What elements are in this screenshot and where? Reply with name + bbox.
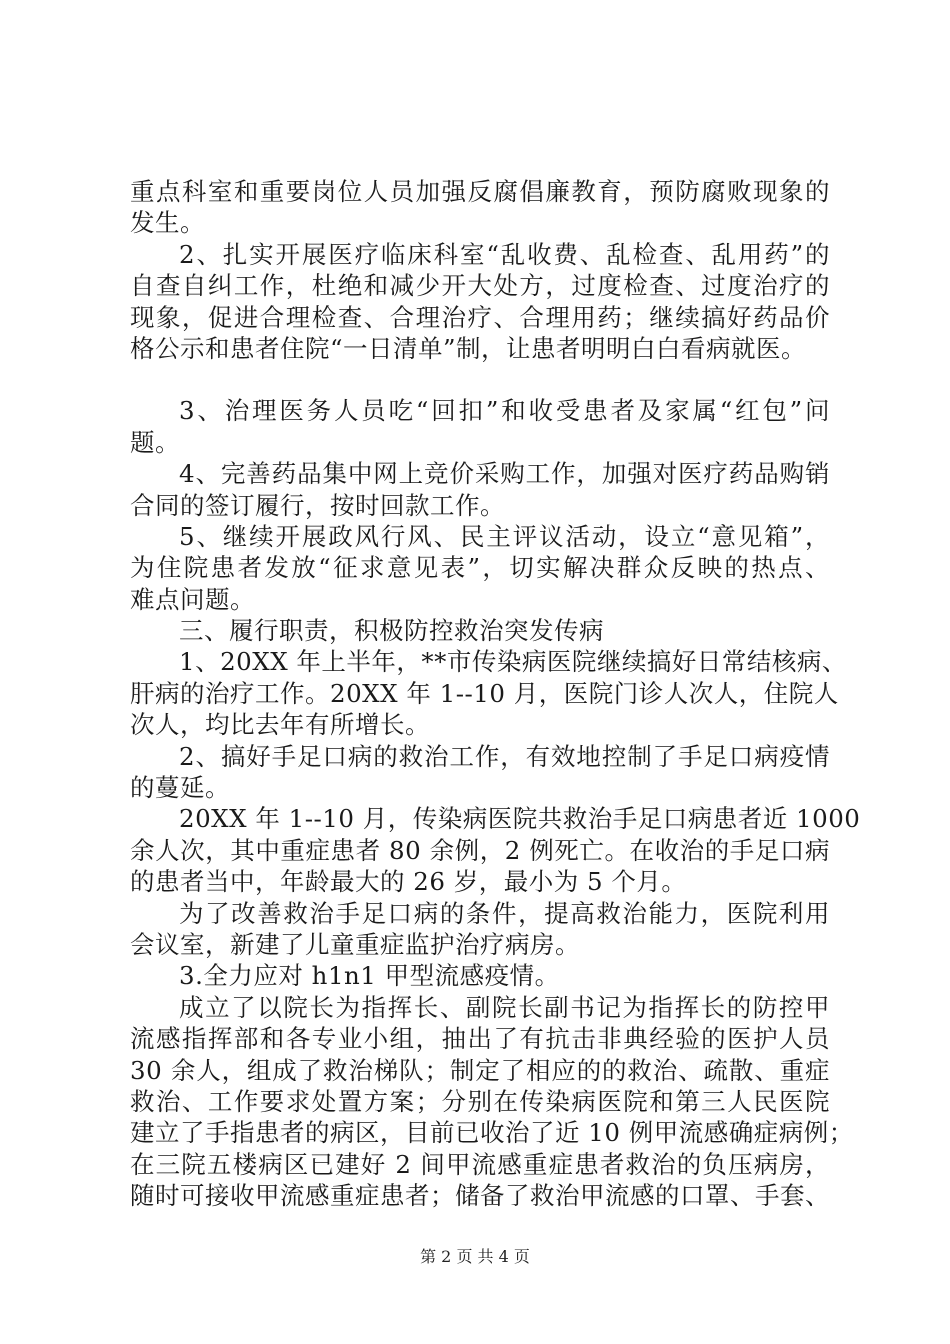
text-line: 会议室，新建了儿童重症监护治疗病房。: [130, 929, 580, 959]
text-line: 格公示和患者住院“一日清单”制，让患者明明白白看病就医。: [130, 333, 807, 363]
text-line: 救治、工作要求处置方案；分别在传染病医院和第三人民医院: [130, 1086, 830, 1116]
text-line: 流感指挥部和各专业小组，抽出了有抗击非典经验的医护人员: [130, 1024, 830, 1054]
text-line: 随时可接收甲流感重症患者；储备了救治甲流感的口罩、手套、: [130, 1181, 830, 1211]
paragraph-s3-item-2-detail: [130, 803, 861, 897]
text-line: 为住院患者发放“征求意见表”，切实解决群众反映的热点、: [130, 553, 830, 583]
text-line: 余人次，其中重症患者 80 余例，2 例死亡。在收治的手足口病: [130, 835, 830, 865]
paragraph-s3-item-3-detail: [130, 992, 854, 1212]
text-line: 合同的签订履行，按时回款工作。: [130, 490, 505, 520]
paragraph-item-2: [130, 239, 830, 365]
text-line: 现象，促进合理检查、合理治疗、合理用药；继续搞好药品价: [130, 302, 830, 332]
page-footer: 第 2 页 共 4 页: [420, 1247, 530, 1266]
text-line: 次人，均比去年有所增长。: [130, 710, 430, 740]
paragraph-section-3: [130, 615, 830, 646]
paragraph-item-5: [130, 521, 830, 615]
text-line: 重点科室和重要岗位人员加强反腐倡廉教育，预防腐败现象的: [130, 177, 830, 206]
paragraph-s3-item-2-improve: [130, 898, 830, 961]
text-line: 建立了手指患者的病区，目前已收治了近 10 例甲流感确症病例；: [130, 1118, 854, 1148]
paragraph-gap: [130, 364, 830, 395]
text-line: 发生。: [130, 208, 205, 238]
paragraph-intro-cont: [130, 176, 830, 239]
text-line: 2、扎实开展医疗临床科室“乱收费、乱检查、乱用药”的: [179, 239, 830, 269]
text-line: 自查自纠工作，杜绝和减少开大处方，过度检查、过度治疗的: [130, 271, 830, 301]
text-line: 30 余人，组成了救治梯队；制定了相应的的救治、疏散、重症: [130, 1055, 830, 1085]
text-line: 为了改善救治手足口病的条件，提高救治能力，医院利用: [179, 898, 830, 928]
text-line: 4、完善药品集中网上竞价采购工作，加强对医疗药品购销: [179, 459, 830, 489]
paragraph-item-4: [130, 458, 830, 521]
text-line: 题。: [130, 427, 180, 457]
text-line: 三、履行职责，积极防控救治突发传病: [179, 616, 604, 646]
text-line: 5、继续开展政风行风、民主评议活动，设立“意见箱”，: [179, 521, 830, 551]
text-line: 1、20XX 年上半年，**市传染病医院继续搞好日常结核病、: [179, 647, 847, 677]
text-line: 的患者当中，年龄最大的 26 岁，最小为 5 个月。: [130, 867, 687, 897]
paragraph-s3-item-2: [130, 741, 830, 804]
text-line: 3.全力应对 h1n1 甲型流感疫情。: [179, 961, 560, 991]
text-line: 成立了以院长为指挥长、副院长副书记为指挥长的防控甲: [179, 992, 830, 1022]
text-line: 20XX 年 1--10 月，传染病医院共救治手足口病患者近 1000: [179, 804, 861, 834]
paragraph-s3-item-1: [130, 646, 847, 740]
text-line: 的蔓延。: [130, 773, 230, 803]
paragraph-item-3: [130, 395, 830, 458]
text-line: 在三院五楼病区已建好 2 间甲流感重症患者救治的负压病房，: [130, 1149, 830, 1179]
document-body: [130, 176, 861, 1212]
paragraph-s3-item-3: [130, 960, 830, 991]
text-line: 难点问题。: [130, 584, 255, 614]
text-line: 肝病的治疗工作。20XX 年 1--10 月，医院门诊人次人，住院人: [130, 678, 839, 708]
text-line: 2、搞好手足口病的救治工作，有效地控制了手足口病疫情: [179, 741, 830, 771]
text-line: 3、治理医务人员吃“回扣”和收受患者及家属“红包”问: [179, 396, 830, 426]
